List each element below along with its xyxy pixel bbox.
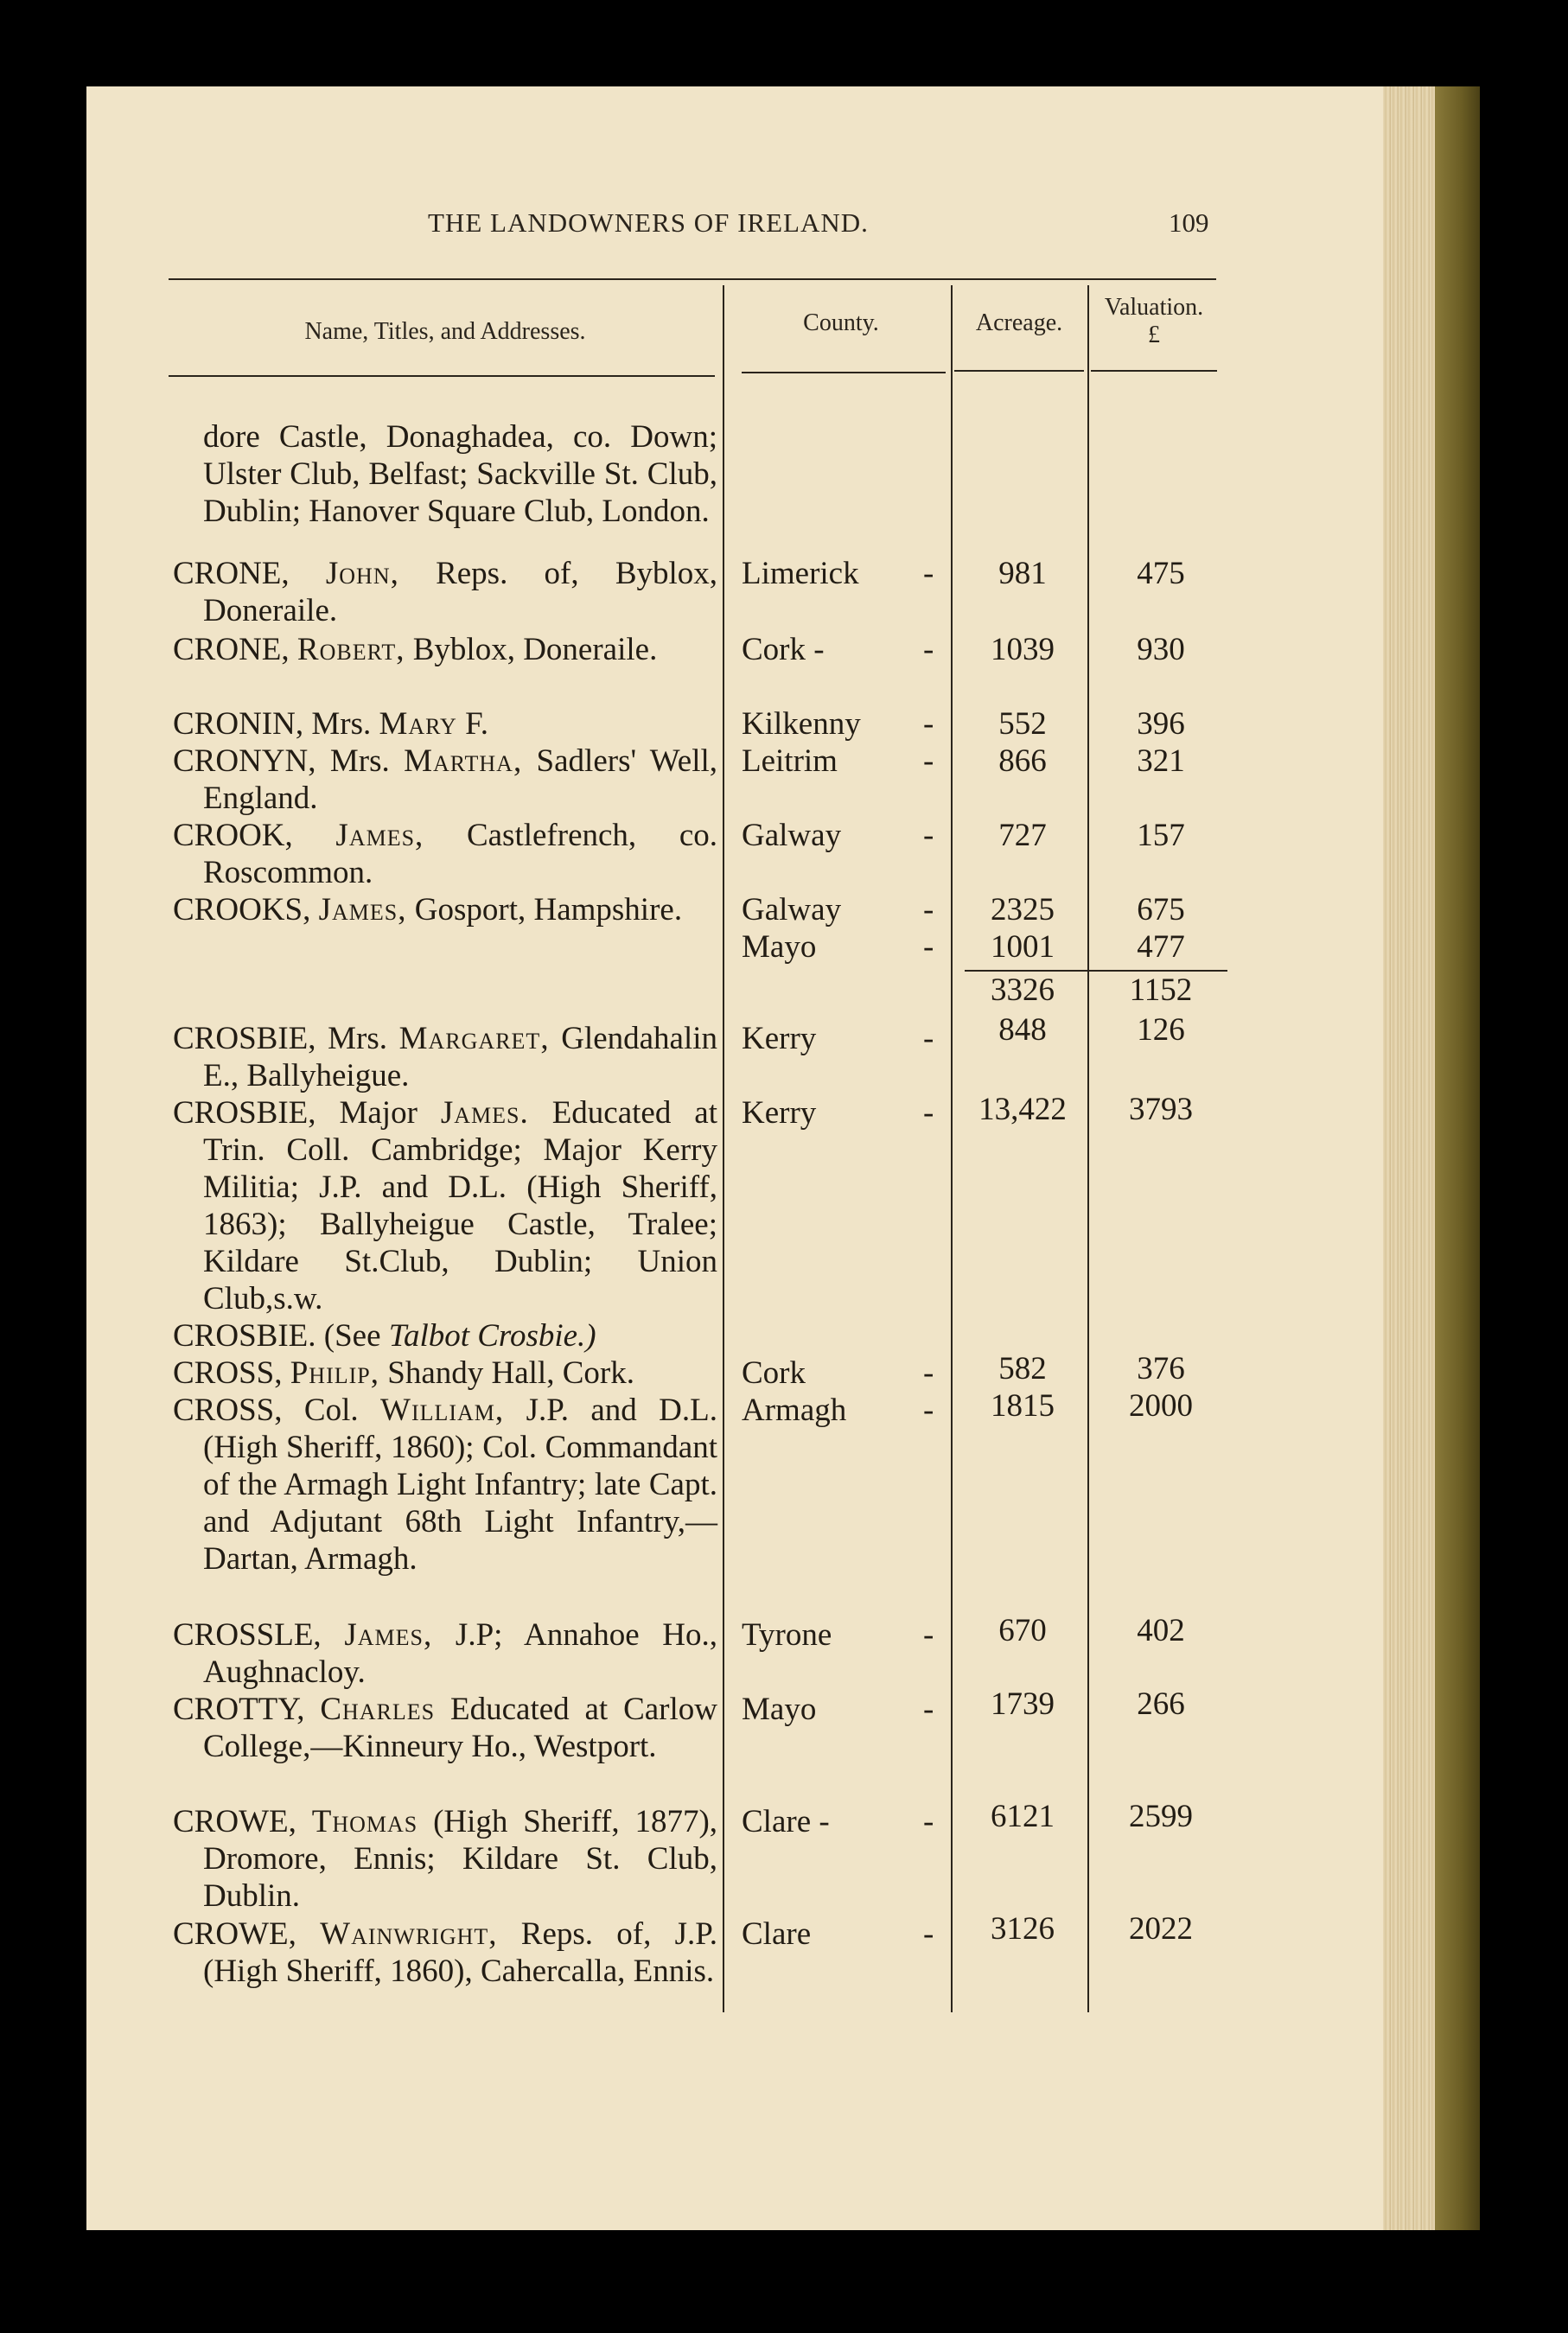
entry-given-name: James, — [344, 1617, 433, 1653]
valuation-cell: 266 — [1137, 1686, 1185, 1722]
page-number: 109 — [1169, 207, 1209, 238]
entry-see: (See — [323, 1318, 381, 1354]
entry-given-name: James. — [440, 1095, 529, 1131]
acreage-cell: 727 — [998, 818, 1047, 853]
county-cell: Leitrim — [742, 743, 838, 779]
acreage-cell: 582 — [998, 1351, 1047, 1386]
valuation-cell: 477 — [1137, 929, 1185, 965]
entry-crowe-wainwright — [173, 1915, 717, 1990]
acreage-cell: 981 — [998, 556, 1047, 591]
acreage-cell: 6121 — [991, 1799, 1055, 1834]
dash-cell: - — [923, 1692, 934, 1727]
entry-surname: CRONIN, — [173, 706, 304, 742]
entry-crone-john — [173, 555, 717, 629]
acreage-cell: 670 — [998, 1613, 1047, 1648]
acreage-cell: 3126 — [991, 1911, 1055, 1947]
entry-crosbie-see — [173, 1317, 717, 1355]
header-rule-name — [169, 375, 715, 377]
dash-cell: - — [923, 706, 934, 742]
entry-given-name: Margaret, — [398, 1021, 550, 1056]
dash-cell: - — [923, 1617, 934, 1653]
valuation-cell: 157 — [1137, 818, 1185, 853]
valuation-label: Valuation. — [1104, 294, 1204, 321]
entry-surname: CROSBIE, — [173, 1021, 316, 1056]
valuation-cell: 321 — [1137, 743, 1185, 779]
county-cell: Limerick — [742, 556, 859, 591]
valuation-cell: 930 — [1137, 632, 1185, 667]
entry-crowe-thomas — [173, 1803, 717, 1915]
dash-cell: - — [923, 1355, 934, 1391]
acreage-cell: 13,422 — [978, 1092, 1067, 1127]
entry-surname: CROOK, — [173, 818, 293, 853]
valuation-cell: 402 — [1137, 1613, 1185, 1648]
entry-given-name: James, — [335, 818, 424, 853]
top-rule — [169, 278, 1216, 280]
column-header-county: County. — [803, 309, 879, 336]
county-cell: Kerry — [742, 1021, 817, 1056]
entry-surname: CROSSLE, — [173, 1617, 322, 1653]
county-cell: Galway — [742, 818, 842, 853]
dash-cell: - — [923, 632, 934, 667]
entry-details: J.P. and D.L. (High Sheriff, 1860); Col. Commandant of the Armagh Light Infantry; late Capt. and Adjutant 68th Light Infantry,—Dartan, Armagh. — [203, 1393, 718, 1577]
dash-cell: - — [923, 1804, 934, 1839]
entry-prefix: Major — [339, 1095, 417, 1131]
valuation-cell: 396 — [1137, 706, 1185, 742]
valuation-cell: 2022 — [1129, 1911, 1193, 1947]
acreage-cell: 866 — [998, 743, 1047, 779]
entry-cronyn-martha — [173, 743, 717, 817]
entry-see-name: Talbot Crosbie.) — [388, 1318, 596, 1354]
entry-details: Castlefrench, co. Roscommon. — [203, 818, 717, 890]
county-cell: Mayo — [742, 929, 817, 965]
dash-cell: - — [923, 1916, 934, 1952]
county-cell: Galway — [742, 892, 842, 927]
acreage-cell: 1739 — [991, 1686, 1055, 1722]
county-cell: Tyrone — [742, 1617, 832, 1653]
acreage-cell: 552 — [998, 706, 1047, 742]
entry-crotty-charles — [173, 1691, 717, 1765]
acreage-subtotal: 3326 — [991, 972, 1055, 1008]
entry-surname: CROSBIE. — [173, 1318, 316, 1354]
dash-cell: - — [923, 818, 934, 853]
valuation-subtotal: 1152 — [1129, 972, 1193, 1008]
county-cell: Kilkenny — [742, 706, 861, 742]
entry-given-name: James, — [318, 892, 407, 927]
dash-cell: - — [923, 1021, 934, 1056]
acreage-cell: 1001 — [991, 929, 1055, 965]
entry-text: dore Castle, Donaghadea, co. Down; Ulster Club, Belfast; Sackville St. Club, Dublin; Hanover Square Club, London. — [203, 419, 717, 529]
running-title: THE LANDOWNERS OF IRELAND. — [428, 207, 869, 238]
entry-details: J.P; Annahoe Ho., Aughnacloy. — [203, 1617, 718, 1690]
entry-surname: CROSS, — [173, 1393, 283, 1428]
entry-surname: CRONYN, — [173, 743, 316, 779]
acreage-cell: 848 — [998, 1012, 1047, 1048]
entry-details: Reps. of, Byblox, Doneraile. — [203, 556, 718, 628]
county-cell: Cork — [742, 1355, 806, 1391]
entry-given-name: Robert, — [296, 632, 405, 667]
column-divider-3 — [1087, 285, 1089, 2012]
entry-given-name: Thomas — [311, 1804, 418, 1839]
valuation-unit: £ — [1148, 322, 1160, 348]
entry-details: Educated at Carlow College,—Kinneury Ho., Westport. — [203, 1692, 717, 1764]
dash-cell: - — [923, 1095, 934, 1131]
dash-cell: - — [923, 892, 934, 927]
valuation-cell: 2599 — [1129, 1799, 1193, 1834]
acreage-cell: 2325 — [991, 892, 1055, 927]
column-header-acreage: Acreage. — [975, 309, 1063, 336]
dash-cell: - — [923, 1393, 934, 1428]
entry-prefix: Col. — [303, 1393, 359, 1428]
entry-surname: CRONE, — [173, 556, 290, 591]
column-divider-2 — [951, 285, 953, 2012]
entry-crooks-james — [173, 891, 717, 928]
entry-prefix: Mrs. — [311, 706, 372, 742]
acreage-cell: 1815 — [991, 1388, 1055, 1424]
entry-surname: CROWE, — [173, 1916, 296, 1952]
valuation-cell: 475 — [1137, 556, 1185, 591]
entry-crone-robert — [173, 631, 717, 668]
county-cell: Mayo — [742, 1692, 817, 1727]
entry-details: (High Sheriff, 1877), Dromore, Ennis; Kildare St. Club, Dublin. — [203, 1804, 718, 1914]
county-cell: Kerry — [742, 1095, 817, 1131]
column-header-name: Name, Titles, and Addresses. — [304, 318, 586, 345]
book-spine — [1435, 86, 1480, 2230]
entry-crook-james — [173, 817, 717, 891]
entry-given-name: John, — [325, 556, 399, 591]
valuation-cell: 2000 — [1129, 1388, 1193, 1424]
entry-given-name: Wainwright, — [320, 1916, 498, 1952]
entry-continuation — [173, 418, 717, 530]
entry-surname: CROTTY, — [173, 1692, 305, 1727]
entry-cross-william — [173, 1392, 717, 1578]
dash-cell: - — [923, 556, 934, 591]
entry-cross-philip — [173, 1355, 717, 1392]
entry-given-name: William, — [380, 1393, 505, 1428]
entry-given-name: Charles — [320, 1692, 436, 1727]
entry-given-name: Martha, — [404, 743, 523, 779]
header-rule-acreage — [954, 370, 1084, 372]
entry-crosbie-james — [173, 1094, 717, 1317]
entry-prefix: Mrs. — [329, 743, 390, 779]
entry-given-name: Mary — [379, 706, 457, 742]
entry-details: Shandy Hall, Cork. — [387, 1355, 634, 1391]
entry-details: Byblox, Doneraile. — [412, 632, 658, 667]
dash-cell: - — [923, 929, 934, 965]
county-cell: Clare — [742, 1916, 812, 1952]
valuation-cell: 675 — [1137, 892, 1185, 927]
entry-cronin-mary — [173, 705, 717, 743]
acreage-cell: 1039 — [991, 632, 1055, 667]
county-cell: Armagh — [742, 1393, 847, 1428]
valuation-cell: 126 — [1137, 1012, 1185, 1048]
valuation-cell: 376 — [1137, 1351, 1185, 1386]
column-divider-1 — [723, 285, 724, 2012]
county-cell: Cork - — [742, 632, 825, 667]
entry-details: Educated at Trin. Coll. Cambridge; Major Kerry Militia; J.P. and D.L. (High Sheriff, 1863); Ballyheigue Castle, Tralee; Kildare St.Club, Dublin; Union Club,s.w. — [203, 1095, 718, 1316]
valuation-cell: 3793 — [1129, 1092, 1193, 1127]
entry-details: Reps. of, J.P. (High Sheriff, 1860), Cahercalla, Ennis. — [203, 1916, 718, 1989]
entry-crosbie-margaret — [173, 1020, 717, 1094]
header-rule-valuation — [1091, 370, 1217, 372]
county-cell: Clare - — [742, 1804, 830, 1839]
entry-details: Gosport, Hampshire. — [414, 892, 683, 927]
dash-cell: - — [923, 743, 934, 779]
entry-surname: CROWE, — [173, 1804, 296, 1839]
entry-given-name: Philip, — [290, 1355, 379, 1391]
entry-surname: CRONE, — [173, 632, 290, 667]
entry-prefix: Mrs. — [328, 1021, 388, 1056]
header-rule-county — [742, 372, 946, 373]
entry-details: Sadlers' Well, England. — [203, 743, 717, 816]
entry-surname: CROSS, — [173, 1355, 283, 1391]
column-header-valuation — [1089, 294, 1219, 349]
entry-surname: CROSBIE, — [173, 1095, 316, 1131]
entry-surname: CROOKS, — [173, 892, 311, 927]
entry-details: Glendahalin E., Ballyheigue. — [203, 1021, 718, 1093]
entry-crossle-james — [173, 1616, 717, 1691]
entry-details: F. — [465, 706, 488, 742]
